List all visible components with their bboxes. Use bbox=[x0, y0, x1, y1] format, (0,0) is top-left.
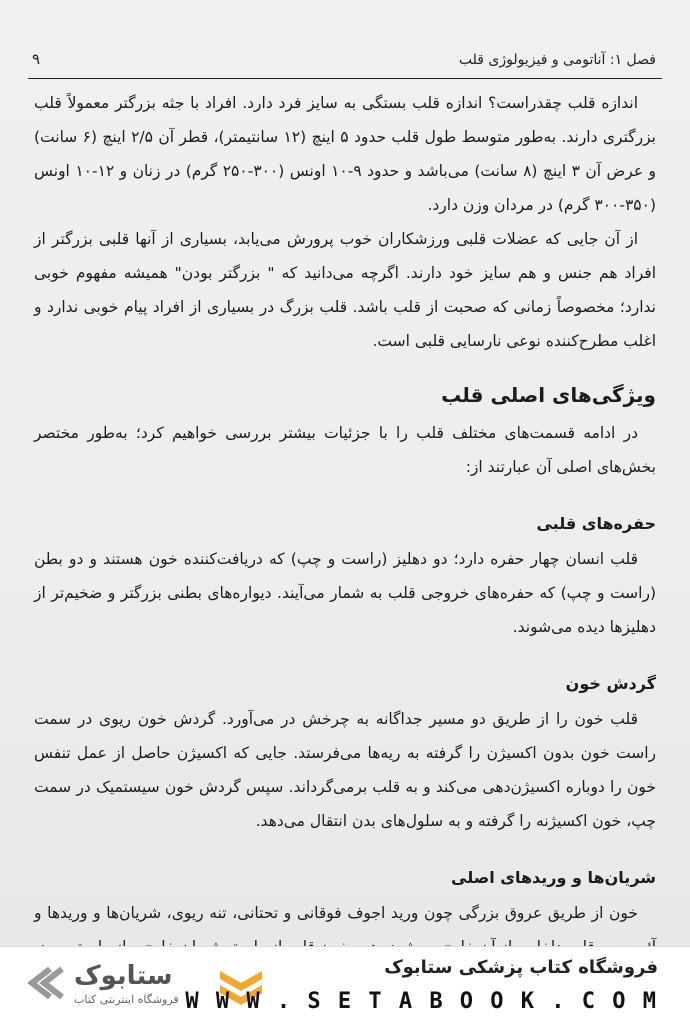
shop-name: فروشگاه کتاب پزشکی ستابوک bbox=[384, 957, 658, 978]
paragraph-chambers: قلب انسان چهار حفره دارد؛ دو دهلیز (راست و چپ) که دریافت‌کننده خون هستند و دو بطن (راست و چپ) که حفره‌های خروجی قلب به شمار می‌آیند. دیواره‌های بطنی بزرگتر و ضخیم‌تر از دهلیزها دیده می‌شوند. bbox=[34, 550, 656, 636]
subheading-chambers: حفره‌های قلبی bbox=[536, 514, 656, 533]
page-header bbox=[28, 44, 662, 79]
paragraph-vessels: خون از طریق عروق بزرگی چون ورید اجوف فوقانی و تحتانی، تنه ریوی، شریان‌ها و وریدها و bbox=[34, 904, 638, 922]
watermark-footer bbox=[0, 946, 690, 1025]
paragraph-athlete-heart: از آن جایی که عضلات قلبی ورزشکاران خوب پرورش می‌یابد، بسیاری از آنها قلبی بزرگتر از افراد هم جنس و هم سایز خود دارند. اگرچه می‌دانید که " بزرگتر بودن" همیشه مفهوم خوبی ندارد؛ مخصوصاً زمانی که صحبت از قلب باشد. قلب بزرگ در بسیاری از افراد پیام خوبی ندارد و اغلب مطرح‌کننده نوعی نارسایی قلبی است. bbox=[34, 230, 656, 350]
logo-subtitle: فروشگاه اینترنتی کتاب bbox=[74, 993, 179, 1006]
paragraph-heart-size: اندازه قلب چقدراست؟ اندازه قلب بستگی به سایز فرد دارد. افراد با جثه بزرگتر معمولاً قلب بزرگتری دارند. به‌طور متوسط طول قلب حدود ۵ اینچ (۱۲ سانتیمتر)، قطر آن ۲/۵ اینچ (۶ سانت) و عرض آن ۳ اینچ (۸ سانت) می‌باشد و حدود ۹-۱۰ اونس (۳۰۰-۲۵۰ گرم) در زنان و ۱۲-۱۰ اونس (۳۵۰-۳۰۰ گرم) در مردان وزن دارد. bbox=[34, 94, 656, 214]
logo-text: ستابوک bbox=[74, 961, 173, 991]
page-number: ۹ bbox=[32, 50, 41, 68]
paragraph-intro-features: در ادامه قسمت‌های مختلف قلب را با جزئیات بیشتر بررسی خواهیم کرد؛ به‌طور مختصر بخش‌های اصلی آن عبارتند از: bbox=[34, 424, 656, 476]
subheading-vessels: شریان‌ها و وریدهای اصلی bbox=[451, 868, 656, 887]
chevrons-icon bbox=[28, 961, 68, 1011]
shop-url: W W W . S E T A B O O K . C O M bbox=[185, 989, 658, 1014]
chapter-title: فصل ۱: آناتومی و فیزیولوژی قلب bbox=[458, 52, 656, 68]
section-heading-main-features: ویژگی‌های اصلی قلب bbox=[441, 383, 656, 407]
subheading-circulation: گردش خون bbox=[565, 674, 656, 693]
paragraph-circulation: قلب خون را از طریق دو مسیر جداگانه به چرخش در می‌آورد. گردش خون ریوی در سمت راست خون بدون اکسیژن را گرفته به ریه‌ها می‌فرستد. جایی که اکسیژن حاصل از عمل تنفس خون را دوباره اکسیژن‌دهی می‌کند و به قلب برمی‌گرداند. سپس گردش خون سیستمیک در سمت چپ، خون اکسیژنه را گرفته و به سلول‌های بدن انتقال می‌دهد. bbox=[34, 710, 656, 830]
page-content bbox=[34, 86, 656, 964]
